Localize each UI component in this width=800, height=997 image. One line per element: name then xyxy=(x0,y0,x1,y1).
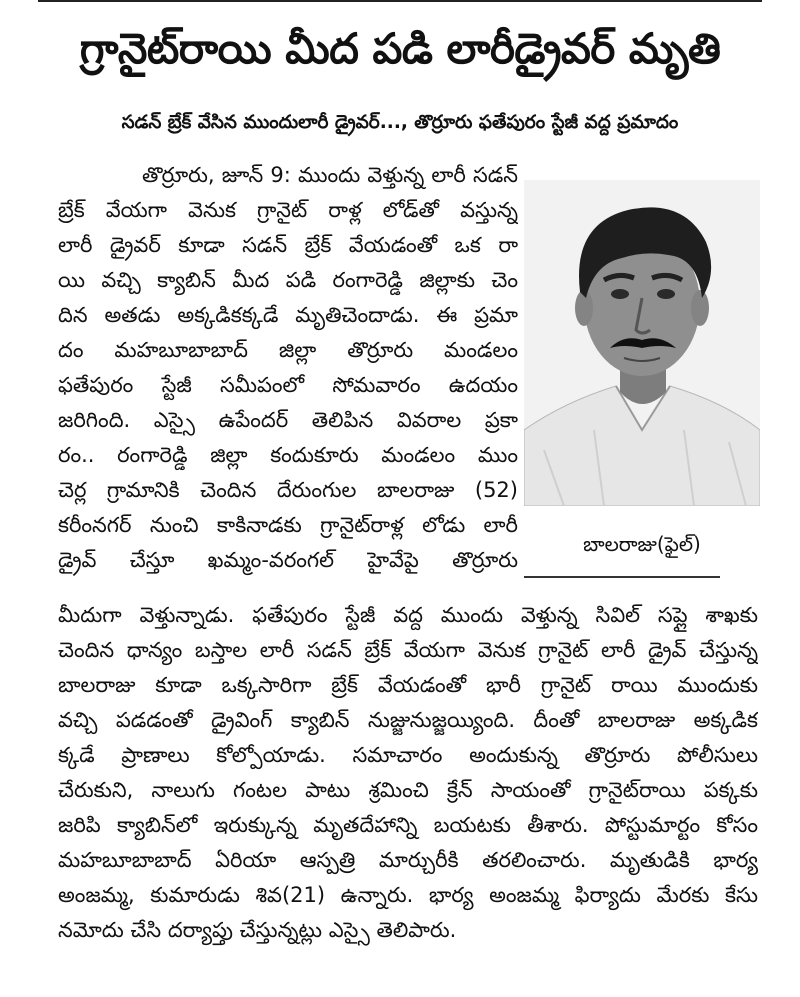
portrait-illustration xyxy=(524,180,760,506)
body-line: నమోదు చేసి దర్యాప్తు చేస్తున్నట్లు ఎస్సై తెలిపారు. xyxy=(58,918,457,942)
body-line: కరీంనగర్‌ నుంచి కాకినాడకు గ్రానైట్‌రాళ్ల లోడు లారీ xyxy=(58,513,518,537)
body-line: చెర్ల గ్రామానికి చెందిన దేరుంగుల బాలరాజు (52) xyxy=(58,478,518,502)
body-line: మీదుగా వెళ్తున్నాడు. ఫతేపురం స్టేజీ వద్ద ముందు వెళ్తున్న సివిల్‌ సప్లై శాఖకు xyxy=(58,603,758,627)
body-line: యి వచ్చి క్యాబిన్‌ మీద పడి రంగారెడ్డి జిల్లాకు చెం xyxy=(58,268,518,292)
body-line: డ్రైవ్‌ చేస్తూ ఖమ్మం-వరంగల్‌ హైవేపై తొర్రూరు xyxy=(58,548,518,572)
caption-rule xyxy=(524,576,720,578)
photo-caption: బాలరాజు(ఫైల్‌) xyxy=(583,532,701,556)
body-line: చేరుకుని, నాలుగు గంటల పాటు శ్రమించి క్రేన్‌ సాయంతో గ్రానైట్‌రాయి పక్కకు xyxy=(58,778,758,802)
body-line: బాలరాజు కూడా ఒక్కసారిగా బ్రేక్‌ వేయడంతో భారీ గ్రానైట్‌ రాయి ముందుకు xyxy=(58,673,758,697)
body-line: ఫతేపురం స్టేజీ సమీపంలో సోమవారం ఉదయం xyxy=(58,373,518,397)
body-line: జరిగింది. ఎస్సై ఉపేందర్‌ తెలిపిన వివరాల ప్రకా xyxy=(58,408,518,432)
body-line: తొర్రూరు, జూన్‌ 9: ముందు వెళ్తున్న లారీ సడన్‌ xyxy=(142,163,518,187)
body-line: బ్రేక్‌ వేయగా వెనుక గ్రానైట్‌ రాళ్ల లోడ్‌తో వస్తున్న xyxy=(58,198,518,222)
body-line: లారీ డ్రైవర్‌ కూడా సడన్‌ బ్రేక్‌ వేయడంతో ఒక రా xyxy=(58,233,518,257)
body-line: మహబూబాబాద్‌ ఏరియా ఆస్పత్రి మార్చురీకి తరలించారు. మృతుడికి భార్య xyxy=(58,848,758,872)
body-line: అంజమ్మ, కుమారుడు శివ(21) ఉన్నారు. భార్య అంజమ్మ ఫిర్యాదు మేరకు కేసు xyxy=(58,883,758,907)
article-subheadline: సడన్‌ బ్రేక్‌ వేసిన ముందులారీ డ్రైవర్‌..., తొర్రూరు ఫతేపురం స్టేజీ వద్ద ప్రమాదం xyxy=(121,112,679,133)
body-line: జరిపి క్యాబిన్‌లో ఇరుక్కున్న మృతదేహాన్ని బయటకు తీశారు. పోస్టుమార్టం కోసం xyxy=(58,813,758,837)
top-rule xyxy=(38,0,762,2)
portrait-photo xyxy=(524,180,760,506)
body-line: చెందిన ధాన్యం బస్తాల లారీ సడన్‌ బ్రేక్‌ వేయగా వెనుక గ్రానైట్‌ లారీ డ్రైవ్‌ చేస్తున్న xyxy=(58,638,758,662)
body-line: రం.. రంగారెడ్డి జిల్లా కందుకూరు మండలం ముం xyxy=(58,443,518,467)
body-line: వచ్చి పడడంతో డ్రైవింగ్‌ క్యాబిన్‌ నుజ్జునుజ్జయ్యింది. దీంతో బాలరాజు అక్కడిక xyxy=(58,708,758,732)
body-line: క్కడే ప్రాణాలు కోల్పోయాడు. సమాచారం అందుకున్న తొర్రూరు పోలీసులు xyxy=(58,743,758,767)
body-line: దిన అతడు అక్కడికక్కడే మృతిచెందాడు. ఈ ప్రమా xyxy=(58,303,518,327)
article-headline: గ్రానైట్‌రాయి మీద పడి లారీడ్రైవర్ మృతి xyxy=(79,24,721,73)
body-line: దం మహబూబాబాద్‌ జిల్లా తొర్రూరు మండలం xyxy=(58,338,518,362)
